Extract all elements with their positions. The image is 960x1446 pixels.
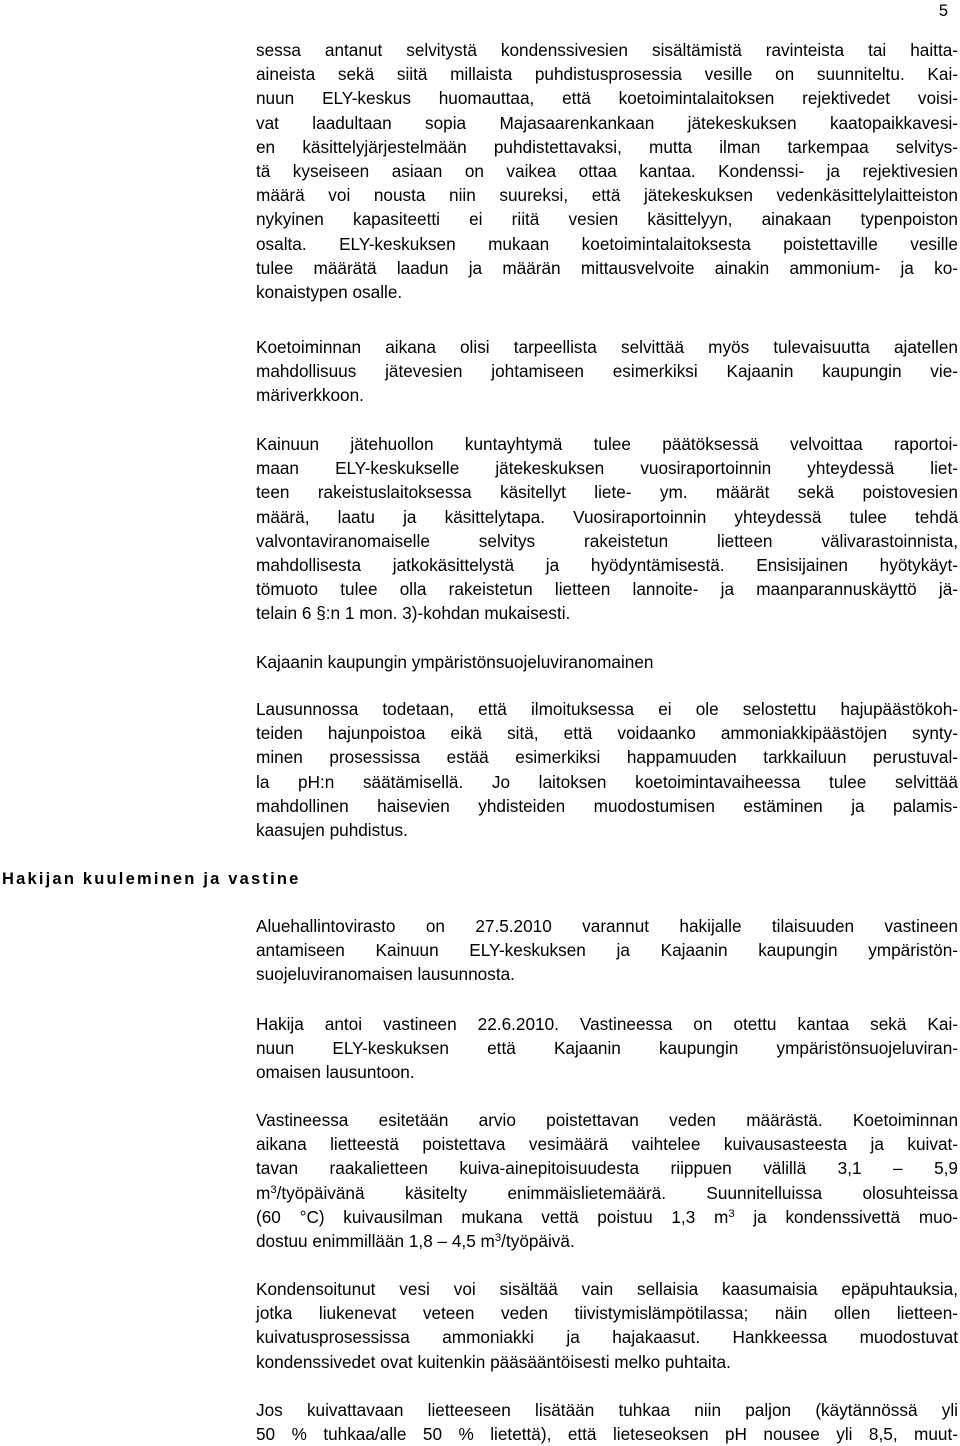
text-line: jotka liukenevat veteen veden tiivistymislämpötilassa; näin ollen lietteen- — [256, 1303, 958, 1324]
text-line: mahdollisuus jätevesien johtamiseen esimerkiksi Kajaanin kaupungin vie- — [256, 361, 958, 382]
paragraph-ash — [256, 1398, 958, 1446]
text-line: valvontaviranomaiselle selvitys rakeistetun lietteen välivarastoinnista, — [256, 530, 958, 551]
text-line: minen prosessissa estää esimerkiksi happamuuden tarkkailuun perustuval- — [256, 747, 958, 768]
paragraph-hearing-opportunity — [256, 914, 958, 987]
text-line: tavan raakalietteen kuiva-ainepitoisuudesta riippuen välillä 3,1 – 5,9 — [256, 1158, 958, 1179]
text-line: telain 6 §:n 1 mon. 3)-kohdan mukaisesti. — [256, 603, 571, 624]
paragraph-kajaani-statement — [256, 697, 958, 842]
page-number: 5 — [938, 2, 948, 20]
text-line: Vastineessa esitetään arvio poistettavan veden määrästä. Koetoiminnan — [256, 1110, 958, 1130]
text-line: teen rakeistuslaitoksessa käsitellyt liete- ym. määrät sekä poistovesien — [256, 482, 958, 503]
superscript: 3 — [728, 1207, 735, 1220]
text-line: Koetoiminnan aikana olisi tarpeellista selvittää myös tulevaisuutta ajatellen — [256, 337, 958, 357]
text-run: dostuu enimmillään 1,8 – 4,5 m — [256, 1230, 495, 1251]
text-line: määrä, laatu ja käsittelytapa. Vuosiraportoinnin yhteydessä tulee tehdä — [256, 506, 958, 527]
text-run: ja kondenssivettä muo- — [734, 1206, 958, 1227]
text-line: mahdollinen haisevien yhdisteiden muodostumisen estäminen ja palamis- — [256, 795, 958, 816]
text-line: tä kyseiseen asiaan on vaikea ottaa kantaa. Kondenssi- ja rejektivesien — [256, 160, 958, 181]
text-line: Hakija antoi vastineen 22.6.2010. Vastineessa on otettu kantaa sekä Kai- — [256, 1014, 958, 1034]
text-run: (60 °C) kuivausilman mukana vettä poistuu 1,3 m — [256, 1206, 729, 1227]
text-line: Lausunnossa todetaan, että ilmoituksessa ei ole selostettu hajupäästökoh- — [256, 699, 958, 719]
text-line: sessa antanut selvitystä kondenssivesien sisältämistä ravinteista tai haitta- — [256, 40, 958, 60]
text-line: tömuoto tulee olla rakeistetun lietteen lannoite- ja maanparannuskäyttö jä- — [256, 579, 958, 600]
text-line: aikana lietteestä poistettava vesimäärä vaihtelee kuivausasteesta ja kuivat- — [256, 1134, 958, 1155]
text-line: teiden hajunpoistoa eikä sitä, että voidaanko ammoniakkipäästöjen synty- — [256, 723, 958, 744]
text-line: tulee määrätä laadun ja määrän mittausvelvoite ainakin ammonium- ja ko- — [256, 257, 958, 278]
superscript: 3 — [494, 1231, 502, 1244]
text-line: osalta. ELY-keskuksen mukaan koetoimintalaitoksesta poistettaville vesille — [256, 233, 958, 254]
text-line: en käsittelyjärjestelmään puhdistettavaksi, mutta ilman tarkempaa selvitys- — [256, 136, 958, 157]
text-line: Aluehallintovirasto on 27.5.2010 varannut hakijalle tilaisuuden vastineen — [256, 916, 958, 936]
text-line: vat laadultaan sopia Majasaarenkankaan jätekeskuksen kaatopaikkavesi- — [256, 112, 958, 133]
paragraph-sewer — [256, 335, 958, 408]
text-line: maan ELY-keskukselle jätekeskuksen vuosiraportoinnin yhteydessä liet- — [256, 458, 958, 479]
paragraph-water-estimate — [256, 1108, 958, 1253]
text-line: Kainuun jätehuollon kuntayhtymä tulee päätöksessä velvoittaa raportoi- — [256, 434, 958, 454]
text-line: 50 % tuhkaa/alle 50 % lietettä), että lieteseoksen pH nousee yli 8,5, muut- — [256, 1424, 958, 1445]
superscript: 3 — [270, 1183, 277, 1196]
subheading-kajaani-authority — [256, 650, 958, 674]
text-line: nuun ELY-keskuksen että Kajaanin kaupungin ympäristönsuojeluviran- — [256, 1038, 958, 1059]
paragraph-condensate — [256, 1277, 958, 1374]
text-line: antamiseen Kainuun ELY-keskuksen ja Kajaanin kaupungin ympäristön- — [256, 940, 958, 961]
text-line — [256, 1205, 958, 1229]
text-line — [256, 1181, 958, 1205]
text-line: suojeluviranomaisen lausunnosta. — [256, 964, 515, 985]
text-line: kaasujen puhdistus. — [256, 819, 408, 840]
text-line: määrä voi nousta niin suureksi, että jätekeskuksen vedenkäsittelylaitteiston — [256, 185, 958, 206]
text-line: Kajaanin kaupungin ympäristönsuojeluviranomainen — [256, 652, 654, 672]
text-line: aineista sekä siitä millaista puhdistusprosessia vesille on suunniteltu. Kai- — [256, 64, 958, 85]
text-line: la pH:n säätämisellä. Jo laitoksen koetoimintavaiheessa tulee selvittää — [256, 771, 958, 792]
text-line: mahdollisesta jatkokäsittelystä ja hyödyntämisestä. Ensisijainen hyötykäyt- — [256, 554, 958, 575]
text-line: kuivatusprosessissa ammoniakki ja hajakaasut. Hankkeessa muodostuvat — [256, 1327, 958, 1348]
text-line: nuun ELY-keskus huomauttaa, että koetoimintalaitoksen rejektivedet voisi- — [256, 88, 958, 109]
text-line: märiverkkoon. — [256, 385, 364, 406]
paragraph-ely-statement — [256, 38, 958, 304]
text-line: nykyinen kapasiteetti ei riitä vesien käsittelyyn, ainakaan typenpoiston — [256, 209, 958, 230]
text-run: /työpäivänä käsitelty enimmäislietemäärä. Suunnitelluissa olosuhteissa — [276, 1182, 958, 1203]
text-line: kondenssivedet ovat kuitenkin pääsääntöisesti melko puhtaita. — [256, 1351, 731, 1372]
text-run: m — [256, 1182, 271, 1203]
section-heading-hearing: Hakijan kuuleminen ja vastine — [2, 870, 301, 888]
text-line: Jos kuivattavaan lietteeseen lisätään tuhkaa niin paljon (käytännössä yli — [256, 1400, 958, 1420]
text-line: konaistypen osalle. — [256, 281, 403, 302]
paragraph-reporting — [256, 432, 958, 626]
text-line: Kondensoitunut vesi voi sisältää vain sellaisia kaasumaisia epäpuhtauksia, — [256, 1279, 958, 1299]
text-run: /työpäivä. — [501, 1230, 575, 1251]
paragraph-response-given — [256, 1012, 958, 1085]
text-line: omaisen lausuntoon. — [256, 1062, 415, 1083]
text-line — [256, 1229, 958, 1253]
